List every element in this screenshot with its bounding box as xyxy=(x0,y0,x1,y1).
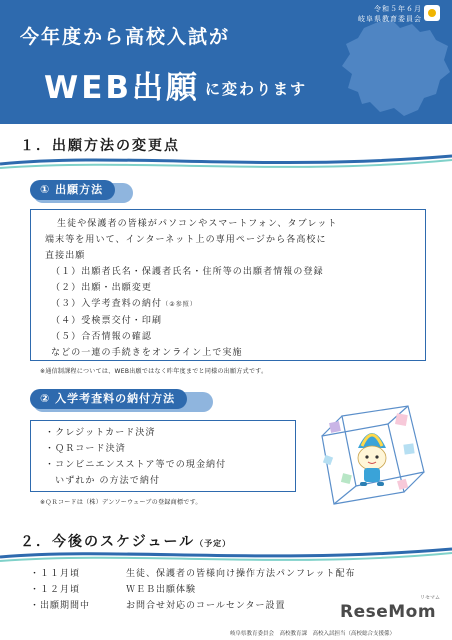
footnote-qr: ※ＱＲコードは（株）デンソーウェーブの登録商標です。 xyxy=(40,499,202,506)
method-line: 生徒や保護者の皆様がパソコンやスマートフォン、タブレット xyxy=(57,219,338,229)
issuer-name: 岐阜県教育委員会 xyxy=(358,15,422,23)
schedule-what: 生徒、保護者の皆様向け操作方法パンフレット配布 xyxy=(126,569,356,579)
schedule-when: ・１１月頃 xyxy=(30,569,81,579)
section1-heading: １．出願方法の変更点 xyxy=(20,138,180,154)
schedule-what: ＷＥＢ出願体験 xyxy=(126,585,197,595)
header-banner xyxy=(0,0,452,124)
schedule-what: お問合せ対応のコールセンター設置 xyxy=(126,601,286,611)
prefecture-logo-icon xyxy=(424,5,440,21)
wave-divider-1 xyxy=(0,150,452,174)
method-step: （５）合否情報の確認 xyxy=(51,332,153,342)
title-line1: 今年度から高校入試が xyxy=(20,26,231,48)
title-suffix: に変わります xyxy=(205,80,308,98)
method-line: などの一連の手続きをオンライン上で実施 xyxy=(51,348,243,358)
schedule-when: ・出願期間中 xyxy=(30,601,91,611)
method-line: 直接出願 xyxy=(45,251,86,261)
title-main: WEB出願 xyxy=(44,70,200,106)
reference-note: （②参照） xyxy=(162,301,197,308)
payment-option: ・ＱＲコード決済 xyxy=(45,444,126,454)
issue-info xyxy=(358,4,422,24)
payment-option: ・コンビニエンスストア等での現金納付 xyxy=(45,460,227,470)
issue-date: 令和５年６月 xyxy=(374,5,422,13)
method-line: 端末等を用いて、インターネット上の専用ページから各高校に xyxy=(45,235,327,245)
gifu-map-icon xyxy=(340,18,452,122)
watermark-ruby: リセマム xyxy=(420,595,440,601)
section2-heading-note: （予定） xyxy=(195,539,232,548)
payment-option: ・クレジットカード決済 xyxy=(45,428,156,438)
wave-divider-2 xyxy=(0,545,452,567)
method-step: （４）受検票交付・印刷 xyxy=(51,316,163,326)
section2-heading: ２．今後のスケジュール（予定） xyxy=(20,534,232,550)
footnote-correspondence: ※通信制課程については、WEB出願ではなく昨年度までと同様の出願方式です。 xyxy=(40,368,268,375)
payment-option: いずれか の方法で納付 xyxy=(45,476,161,486)
footer-contact: 岐阜県教育委員会 高校教育課 高校入試担当（高校総合支援係） xyxy=(230,631,396,637)
payment-method-box xyxy=(30,420,296,492)
application-method-box xyxy=(30,209,426,361)
mascot-in-cube-illustration xyxy=(312,400,430,512)
method-step: （３）入学考査料の納付（②参照） xyxy=(51,299,197,309)
subheading-application-method: ① 出願方法 xyxy=(30,180,115,200)
method-step: （２）出願・出願変更 xyxy=(51,283,153,293)
resemom-watermark: ReseMom xyxy=(340,602,437,622)
method-step: （１）出願者氏名・保護者氏名・住所等の出願者情報の登録 xyxy=(51,267,324,277)
subheading-payment-method: ② 入学考査料の納付方法 xyxy=(30,389,187,409)
schedule-when: ・１２月頃 xyxy=(30,585,81,595)
